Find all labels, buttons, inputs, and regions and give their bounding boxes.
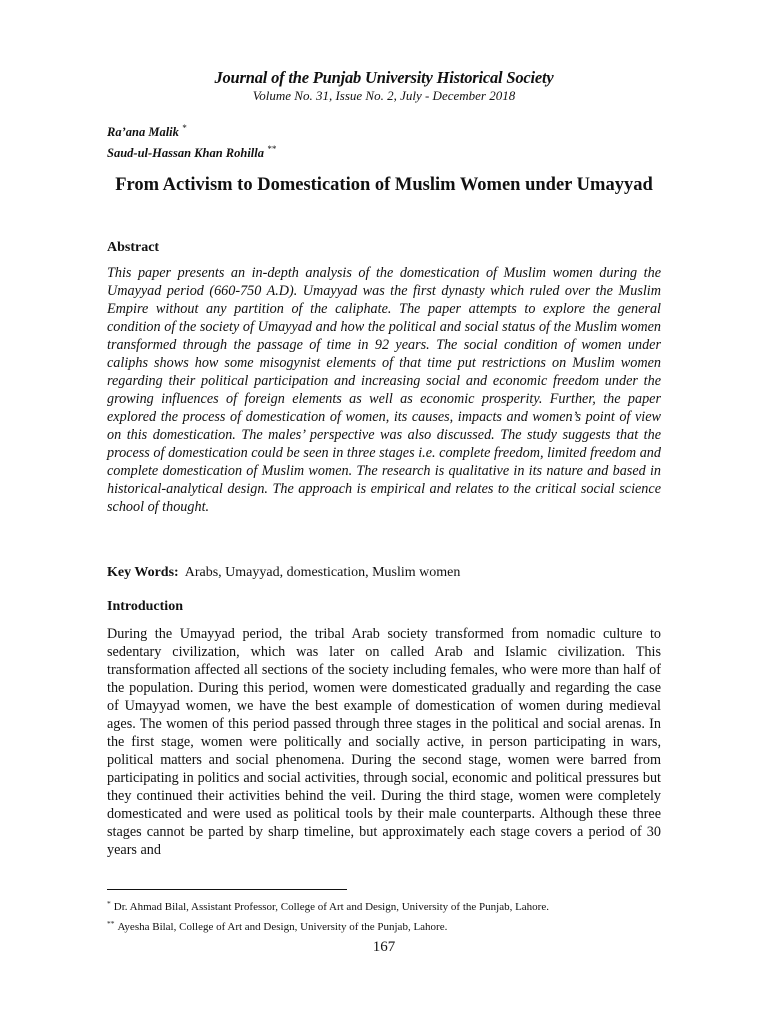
introduction-text: During the Umayyad period, the tribal Arab society transformed from nomadic culture to sedentary civilization, which was later on called Arab and Islamic civilization. This transformation affected all sections of the society including females, who were more than half of the population. During this period, women were domesticated gradually and regarding the case of Umayyad women, we have the best example of domestication of women during medieval ages. The women of this period passed through three stages in the political and social arenas. In the first stage, women were politically and socially active, in person participating in wars, political matters and social phenomena. During the second stage, women were barred from participating in politics and social activities, through social, economic and political pressures but they continued their activities behind the veil. During the third stage, women were completely domesticated and were used as political tools by their male counterparts. Although these three stages cannot be parted by sharp timeline, but approximately each stage covers a period of 30 years and xyxy=(107,626,661,858)
journal-title: Journal of the Punjab University Historical Society xyxy=(214,68,554,87)
article-title: From Activism to Domestication of Muslim Women under Umayyad xyxy=(115,175,653,195)
abstract-text: This paper presents an in-depth analysis of the domestication of Muslim women during the Umayyad period (660-750 A.D). Umayyad was the first dynasty which ruled over the Muslim Empire without any partition of the caliphate. The paper attempts to explore the general condition of the society of Umayyad and how the political and social status of the Muslim women transformed through the passage of time in 92 years. The social condition of women under caliphs shows how some misogynist elements of that time put restrictions on Muslim women regarding their political participation and increasing social and economic freedom under the growing influences of foreign elements as well as economic prosperity. Further, the paper explored the process of domestication of women, its causes, impacts and women’s point of view on this domestication. The males’ perspective was also discussed. The study suggests that the process of domestication could be seen in three stages i.e. complete freedom, limited freedom and complete domestication of Muslim women. The research is qualitative in its nature and based in historical-analytical design. The approach is empirical and relates to the critical social science school of thought. xyxy=(107,265,661,515)
author-list xyxy=(107,120,276,162)
footnote-mark: * xyxy=(107,899,111,908)
author-2 xyxy=(107,141,276,162)
footnote-2 xyxy=(107,919,447,933)
author-name: Saud-ul-Hassan Khan Rohilla xyxy=(107,146,265,160)
author-footnote-mark: ** xyxy=(267,144,277,154)
author-1 xyxy=(107,120,276,141)
author-name: Ra’ana Malik xyxy=(107,125,179,139)
footnote-text: Ayesha Bilal, College of Art and Design, University of the Punjab, Lahore. xyxy=(117,921,448,933)
footnote-mark: ** xyxy=(107,919,115,928)
keywords-text: Arabs, Umayyad, domestication, Muslim women xyxy=(184,565,461,580)
footnote-text: Dr. Ahmad Bilal, Assistant Professor, College of Art and Design, University of the Punjab, Lahore. xyxy=(113,901,549,913)
footnote-divider xyxy=(107,889,347,890)
journal-volume: Volume No. 31, Issue No. 2, July - December 2018 xyxy=(252,88,516,103)
page-number: 167 xyxy=(372,939,396,955)
introduction-heading: Introduction xyxy=(107,599,183,614)
keywords-label: Key Words: xyxy=(107,565,179,580)
author-footnote-mark: * xyxy=(181,123,187,133)
footnote-1 xyxy=(107,899,549,913)
keywords xyxy=(107,565,460,581)
abstract-heading: Abstract xyxy=(107,240,160,255)
